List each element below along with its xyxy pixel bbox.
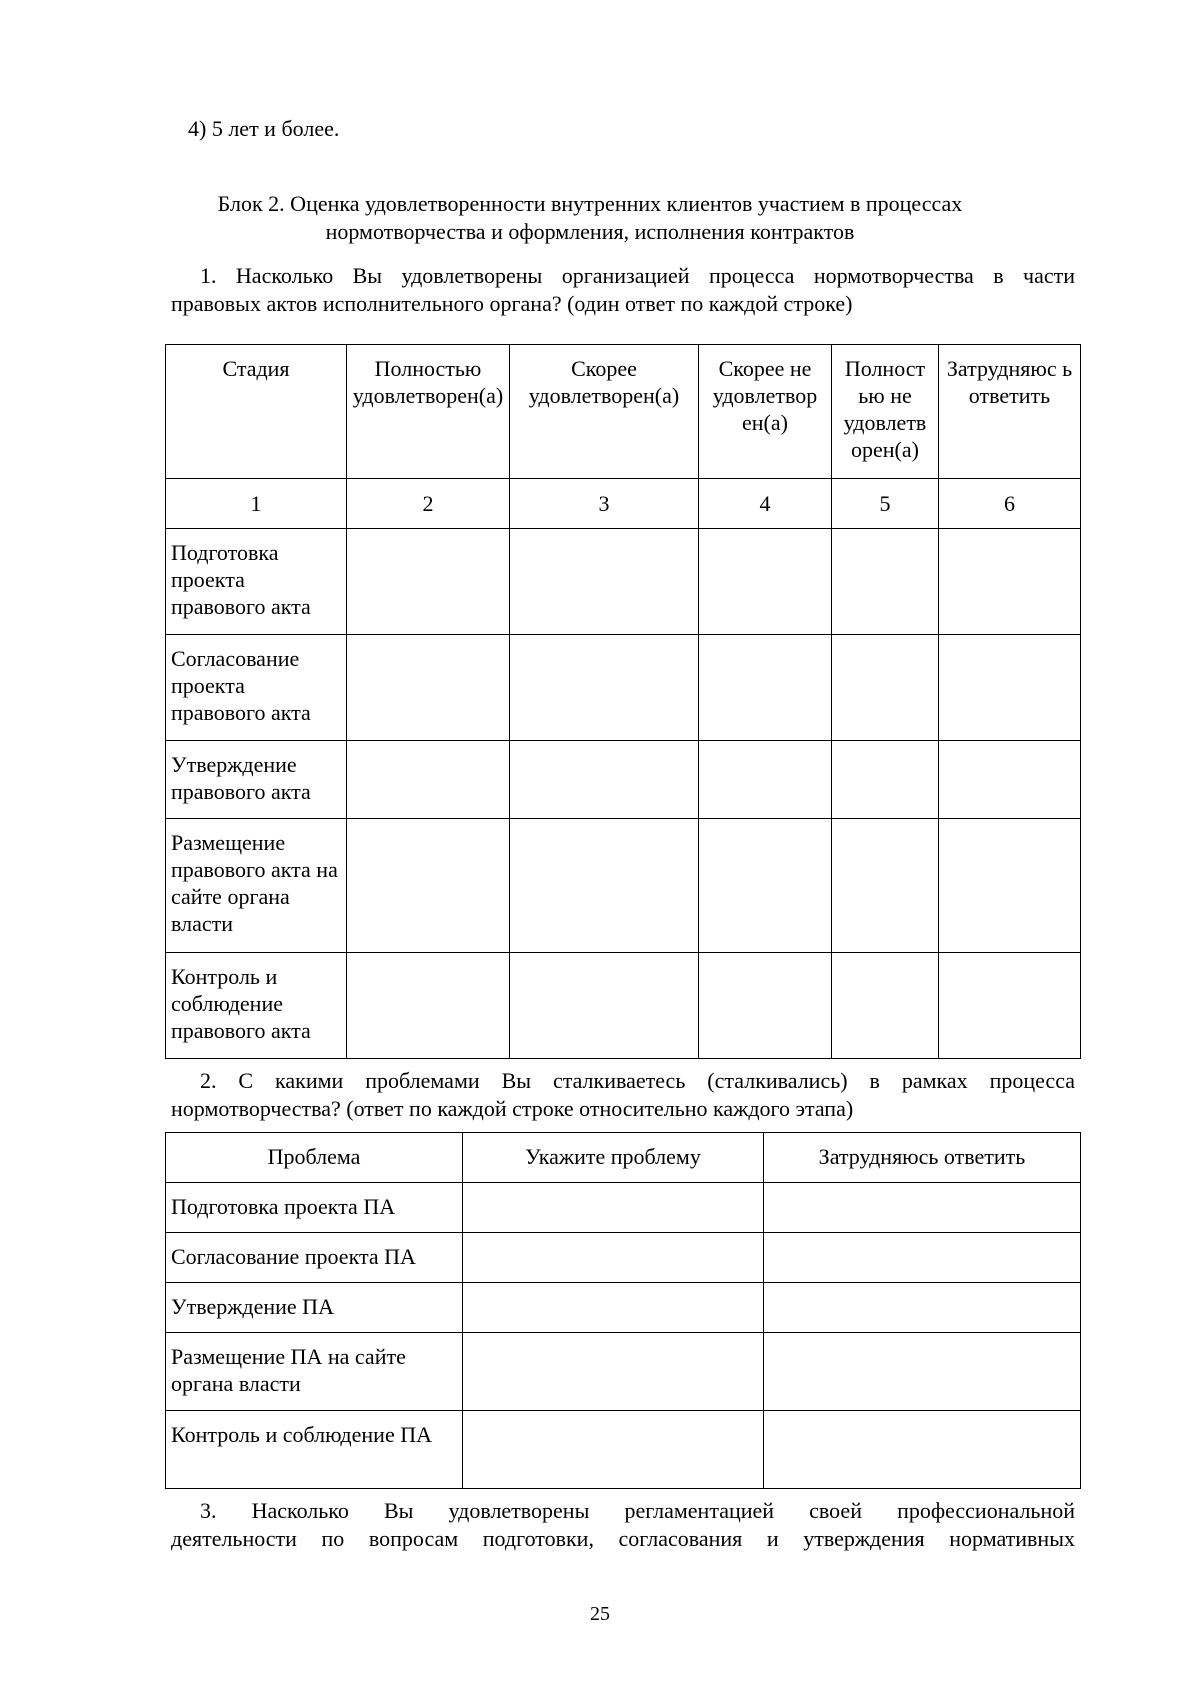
table-row [166,1333,1081,1411]
stage-label: Подготовка проекта правового акта [166,529,347,635]
answer-cell[interactable] [463,1183,764,1233]
table-row [166,1283,1081,1333]
header-not-satisfied: Полност ью не удовлетв орен(а) [832,345,939,479]
problem-stage-label: Размещение ПА на сайте органа власти [166,1333,463,1411]
question-3-line2: деятельности по вопросам подготовки, согласования и утверждения нормативных [171,1526,1075,1551]
answer-cell[interactable] [347,635,510,741]
table-row [166,1183,1081,1233]
column-number: 3 [510,479,699,529]
stage-label: Контроль и соблюдение правового акта [166,953,347,1059]
answer-cell[interactable] [939,529,1081,635]
answer-cell[interactable] [832,529,939,635]
header-hard-to-answer: Затрудняюс ь ответить [939,345,1081,479]
answer-cell[interactable] [699,819,832,953]
answer-cell[interactable] [939,819,1081,953]
header-rather-satisfied: Скорее удовлетворен(а) [510,345,699,479]
problem-stage-label: Подготовка проекта ПА [166,1183,463,1233]
answer-cell[interactable] [939,741,1081,819]
header-fully-satisfied: Полностью удовлетворен(а) [347,345,510,479]
stage-label: Согласование проекта правового акта [166,635,347,741]
answer-cell[interactable] [463,1233,764,1283]
answer-cell[interactable] [463,1411,764,1489]
page-number: 25 [590,1603,610,1625]
table-row [166,741,1081,819]
stage-label: Утверждение правового акта [166,741,347,819]
column-number: 1 [166,479,347,529]
answer-cell[interactable] [699,635,832,741]
block-title-line2: нормотворчества и оформления, исполнения контрактов [325,219,855,244]
question-1-line2: правовых актов исполнительного органа? (один ответ по каждой строке) [171,291,853,316]
answer-cell[interactable] [832,741,939,819]
question-1 [171,262,1075,318]
answer-cell[interactable] [764,1233,1081,1283]
answer-cell[interactable] [939,953,1081,1059]
answer-cell[interactable] [510,953,699,1059]
table-header-row [166,1133,1081,1183]
question-2-line2: нормотворчества? (ответ по каждой строке относительно каждого этапа) [171,1096,854,1121]
problem-stage-label: Утверждение ПА [166,1283,463,1333]
header-hard-to-answer: Затрудняюсь ответить [764,1133,1081,1183]
answer-cell[interactable] [510,635,699,741]
problem-stage-label: Контроль и соблюдение ПА [166,1411,463,1489]
question-3 [171,1497,1075,1553]
column-number: 4 [699,479,832,529]
block-title-line1: Блок 2. Оценка удовлетворенности внутренних клиентов участием в процессах [217,191,963,216]
satisfaction-table [165,344,1081,1059]
answer-cell[interactable] [347,529,510,635]
answer-cell[interactable] [463,1333,764,1411]
answer-cell[interactable] [764,1411,1081,1489]
answer-cell[interactable] [832,635,939,741]
answer-cell[interactable] [764,1333,1081,1411]
problem-stage-label: Согласование проекта ПА [166,1233,463,1283]
answer-cell[interactable] [832,819,939,953]
answer-cell[interactable] [764,1183,1081,1233]
table-header-row [166,345,1081,479]
previous-answer: 4) 5 лет и более. [188,116,340,141]
header-problem: Проблема [166,1133,463,1183]
answer-cell[interactable] [347,953,510,1059]
answer-cell[interactable] [832,953,939,1059]
answer-cell[interactable] [347,819,510,953]
header-stage: Стадия [166,345,347,479]
table-row [166,529,1081,635]
header-rather-not-satisfied: Скорее не удовлетвор ен(а) [699,345,832,479]
column-number: 6 [939,479,1081,529]
answer-cell[interactable] [939,635,1081,741]
block-title [160,190,1020,246]
answer-cell[interactable] [347,741,510,819]
answer-cell[interactable] [510,529,699,635]
answer-cell[interactable] [463,1283,764,1333]
answer-cell[interactable] [510,819,699,953]
question-3-line1: 3. Насколько Вы удовлетворены регламентацией своей профессиональной [200,1498,1075,1523]
answer-cell[interactable] [699,529,832,635]
header-specify-problem: Укажите проблему [463,1133,764,1183]
table-row [166,1411,1081,1489]
answer-cell[interactable] [510,741,699,819]
problems-table [165,1132,1081,1489]
answer-cell[interactable] [699,953,832,1059]
question-2 [171,1067,1075,1123]
question-1-line1: 1. Насколько Вы удовлетворены организацией процесса нормотворчества в части [200,263,1075,288]
table-number-row [166,479,1081,529]
answer-cell[interactable] [699,741,832,819]
table-row [166,635,1081,741]
column-number: 5 [832,479,939,529]
column-number: 2 [347,479,510,529]
table-row [166,953,1081,1059]
table-row [166,1233,1081,1283]
table-row [166,819,1081,953]
question-2-line1: 2. С какими проблемами Вы сталкиваетесь (сталкивались) в рамках процесса [200,1068,1075,1093]
stage-label: Размещение правового акта на сайте органа власти [166,819,347,953]
answer-cell[interactable] [764,1283,1081,1333]
